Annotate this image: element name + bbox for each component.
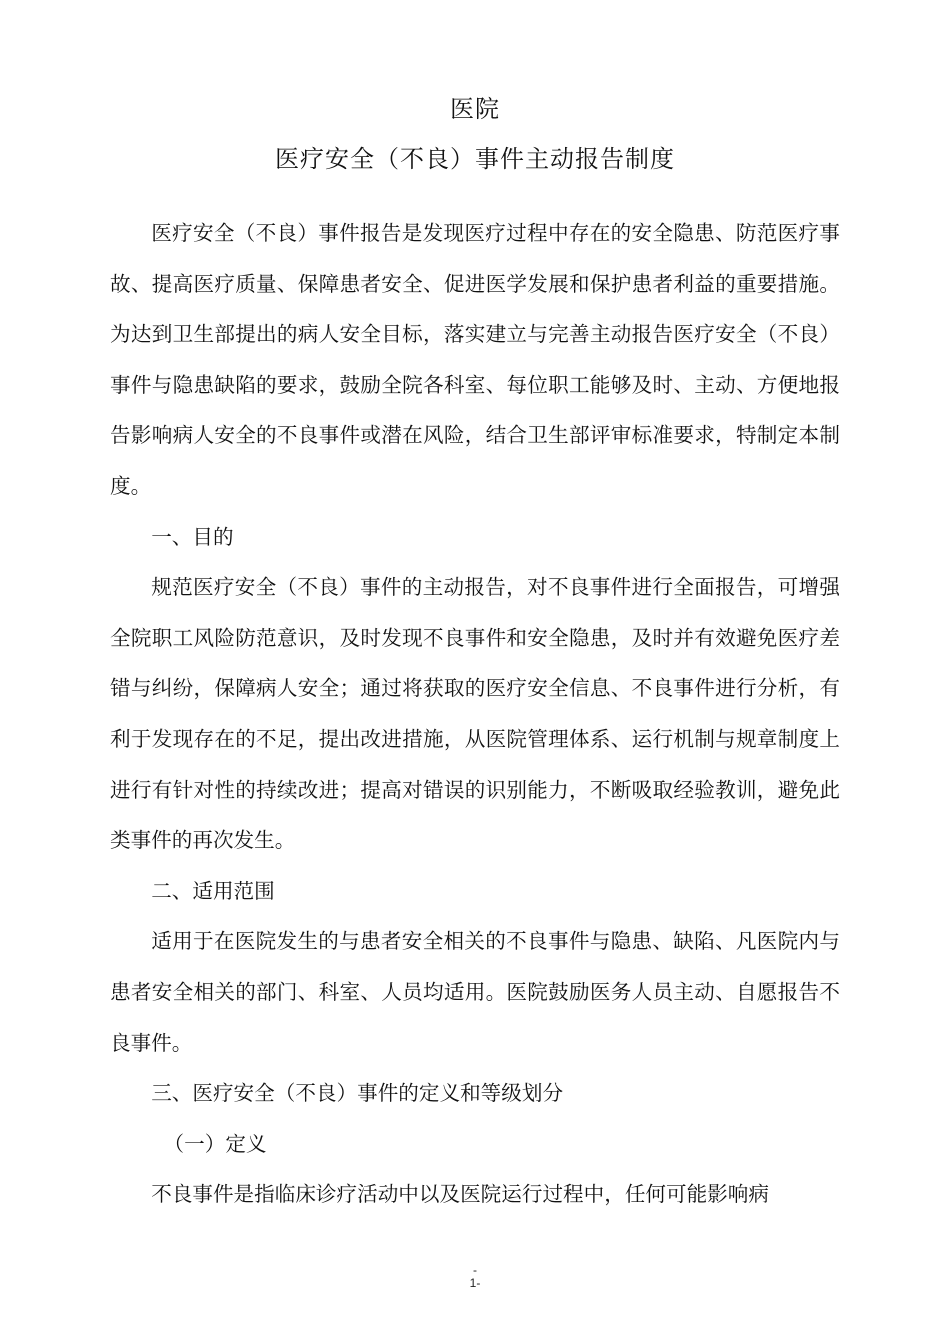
definition-paragraph: 不良事件是指临床诊疗活动中以及医院运行过程中，任何可能影响病 (151, 1182, 769, 1207)
scope-paragraph: 适用于在医院发生的与患者安全相关的不良事件与隐患、缺陷、凡医院内与患者安全相关的部门、科室、人员均适用。医院鼓励医务人员主动、自愿报告不良事件。 (110, 929, 840, 1055)
document-title: 医疗安全（不良）事件主动报告制度 (275, 145, 675, 173)
document-title-hospital: 医院 (450, 95, 500, 123)
intro-paragraph: 医疗安全（不良）事件报告是发现医疗过程中存在的安全隐患、防范医疗事故、提高医疗质量、保障患者安全、促进医学发展和保护患者利益的重要措施。为达到卫生部提出的病人安全目标，落实建立与完善主动报告医疗安全（不良）事件与隐患缺陷的要求，鼓励全院各科室、每位职工能够及时、主动、方便地报告影响病人安全的不良事件或潜在风险，结合卫生部评审标准要求，特制定本制度。 (110, 221, 840, 498)
section-heading-scope: 二、适用范围 (151, 878, 275, 903)
purpose-paragraph: 规范医疗安全（不良）事件的主动报告，对不良事件进行全面报告，可增强全院职工风险防范意识，及时发现不良事件和安全隐患，及时并有效避免医疗差错与纠纷，保障病人安全；通过将获取的医疗安全信息、不良事件进行分析，有利于发现存在的不足，提出改进措施，从医院管理体系、运行机制与规章制度上进行有针对性的持续改进；提高对错误的识别能力，不断吸取经验教训，避免此类事件的再次发生。 (110, 575, 840, 853)
section-heading-purpose: 一、目的 (151, 524, 234, 549)
subsection-heading-definition: （一）定义 (163, 1131, 267, 1156)
section-heading-definition-grading: 三、医疗安全（不良）事件的定义和等级划分 (151, 1081, 564, 1106)
page-number: 1- (469, 1276, 481, 1290)
footer-dash: - (473, 1263, 477, 1277)
document-body (110, 208, 840, 1220)
